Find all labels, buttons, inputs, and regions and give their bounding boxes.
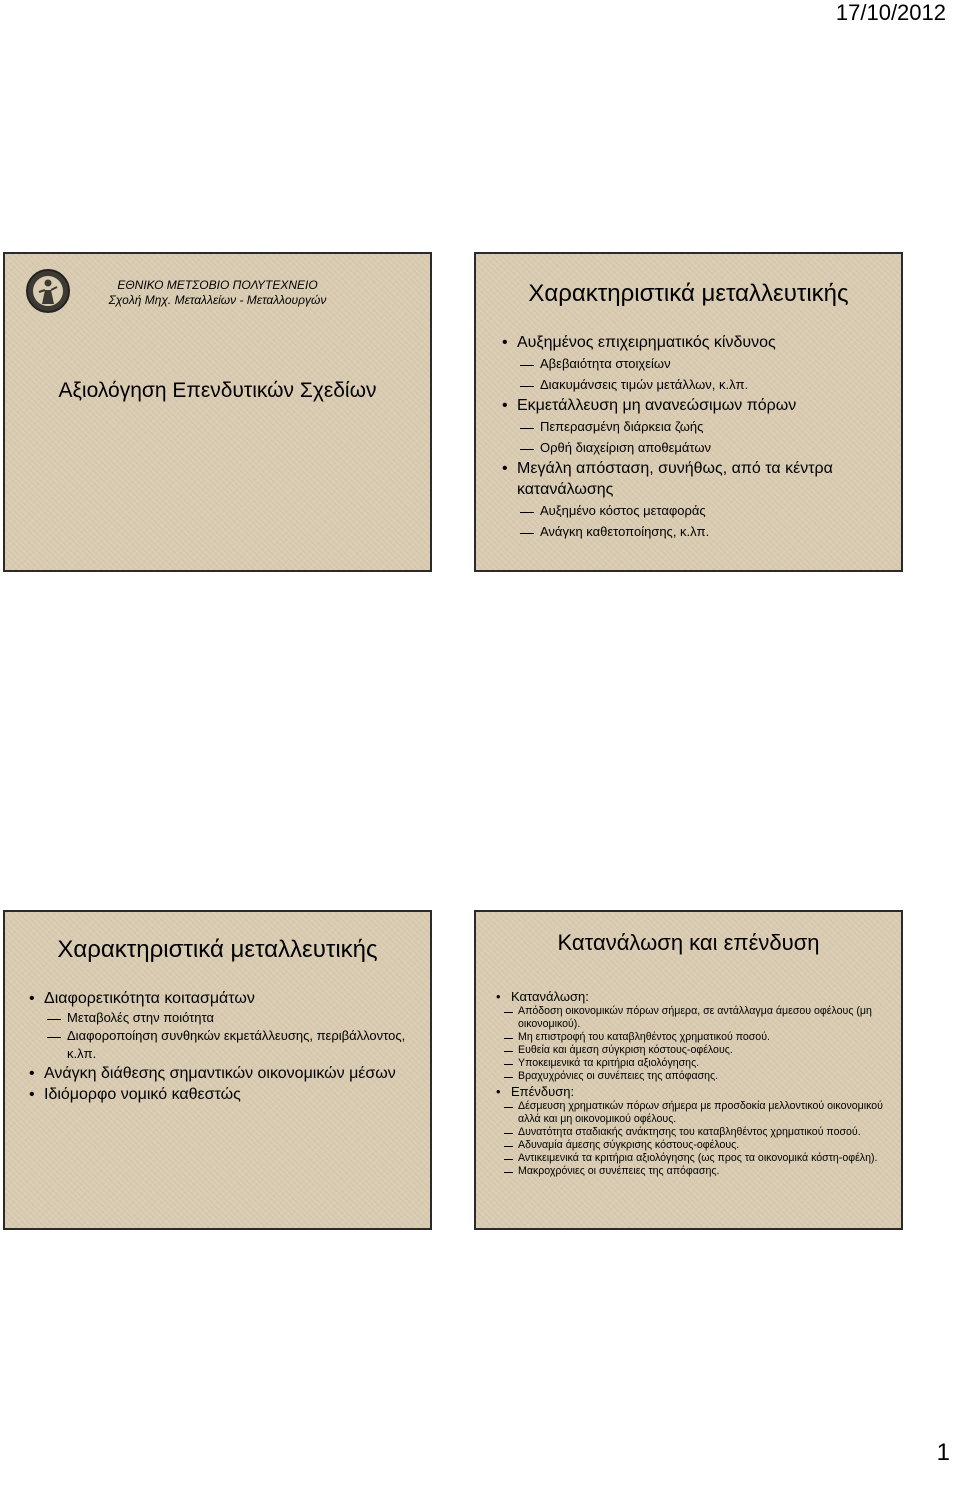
sub-bullet-item: Μακροχρόνιες οι συνέπειες της απόφασης. (492, 1165, 897, 1178)
sub-bullet-item: Ορθή διαχείριση αποθεμάτων (498, 437, 893, 458)
slide-header (5, 278, 430, 308)
sub-bullet-item: Μεταβολές στην ποιότητα (25, 1009, 425, 1027)
slide-title: Χαρακτηριστικά μεταλλευτικής (57, 936, 378, 963)
sub-bullet-item: Απόδοση οικονομικών πόρων σήμερα, σε αντάλλαγμα άμεσου οφέλους (μη οικονομικού). (492, 1005, 897, 1031)
sub-bullet-item: Δέσμευση χρηματικών πόρων σήμερα με προσδοκία μελλοντικού οικονομικού αλλά και μη οικονομικού οφέλους. (492, 1100, 897, 1126)
sub-bullet-item: Αυξημένο κόστος μεταφοράς (498, 500, 893, 521)
slide-title: Αξιολόγηση Επενδυτικών Σχεδίων (58, 379, 377, 402)
slide-2 (474, 252, 903, 572)
school-name: Σχολή Μηχ. Μεταλλείων - Μεταλλουργών (108, 293, 327, 307)
slide-1 (3, 252, 432, 572)
bullet-item: • Ιδιόμορφο νομικό καθεστώς (25, 1084, 425, 1105)
sub-bullet-item: Αβεβαιότητα στοιχείων (498, 353, 893, 374)
sub-bullet-item: Αντικειμενικά τα κριτήρια αξιολόγησης (ως προς τα οικονομικά κόστη-οφέλη). (492, 1152, 897, 1165)
bullet-item: • Αυξημένος επιχειρηματικός κίνδυνος (498, 332, 893, 353)
bullet-item: • Μεγάλη απόσταση, συνήθως, από τα κέντρα κατανάλωσης (498, 458, 893, 500)
slide-4 (474, 910, 903, 1230)
slide-title: Χαρακτηριστικά μεταλλευτικής (528, 280, 849, 307)
bullet-item: • Εκμετάλλευση μη ανανεώσιμων πόρων (498, 395, 893, 416)
bullet-item: • Κατανάλωση: (492, 988, 897, 1005)
sub-bullet-item: Βραχυχρόνιες οι συνέπειες της απόφασης. (492, 1070, 897, 1083)
sub-bullet-item: Διακυμάνσεις τιμών μετάλλων, κ.λπ. (498, 374, 893, 395)
sub-bullet-item: Διαφοροποίηση συνθηκών εκμετάλλευσης, περιβάλλοντος, κ.λπ. (25, 1027, 425, 1063)
slide-3 (3, 910, 432, 1230)
bullet-list (498, 332, 893, 542)
page-number: 1 (936, 1439, 950, 1466)
sub-bullet-item: Αδυναμία άμεσης σύγκρισης κόστους-οφέλους. (492, 1139, 897, 1152)
bullet-item: • Επένδυση: (492, 1083, 897, 1100)
sub-bullet-item: Ανάγκη καθετοποίησης, κ.λπ. (498, 521, 893, 542)
sub-bullet-item: Υποκειμενικά τα κριτήρια αξιολόγησης. (492, 1057, 897, 1070)
sub-bullet-item: Ευθεία και άμεση σύγκριση κόστους-οφέλους. (492, 1044, 897, 1057)
university-name: ΕΘΝΙΚΟ ΜΕΤΣΟΒΙΟ ΠΟΛΥΤΕΧΝΕΙΟ (117, 278, 318, 292)
bullet-list (492, 988, 897, 1178)
sub-bullet-item: Μη επιστροφή του καταβληθέντος χρηματικού ποσού. (492, 1031, 897, 1044)
sub-bullet-item: Δυνατότητα σταδιακής ανάκτησης του καταβληθέντος χρηματικού ποσού. (492, 1126, 897, 1139)
page-date: 17/10/2012 (835, 0, 946, 25)
bullet-item: • Ανάγκη διάθεσης σημαντικών οικονομικών μέσων (25, 1063, 425, 1084)
sub-bullet-item: Πεπερασμένη διάρκεια ζωής (498, 416, 893, 437)
slide-title: Κατανάλωση και επένδυση (557, 930, 820, 955)
bullet-item: • Διαφορετικότητα κοιτασμάτων (25, 988, 425, 1009)
bullet-list (25, 988, 425, 1105)
